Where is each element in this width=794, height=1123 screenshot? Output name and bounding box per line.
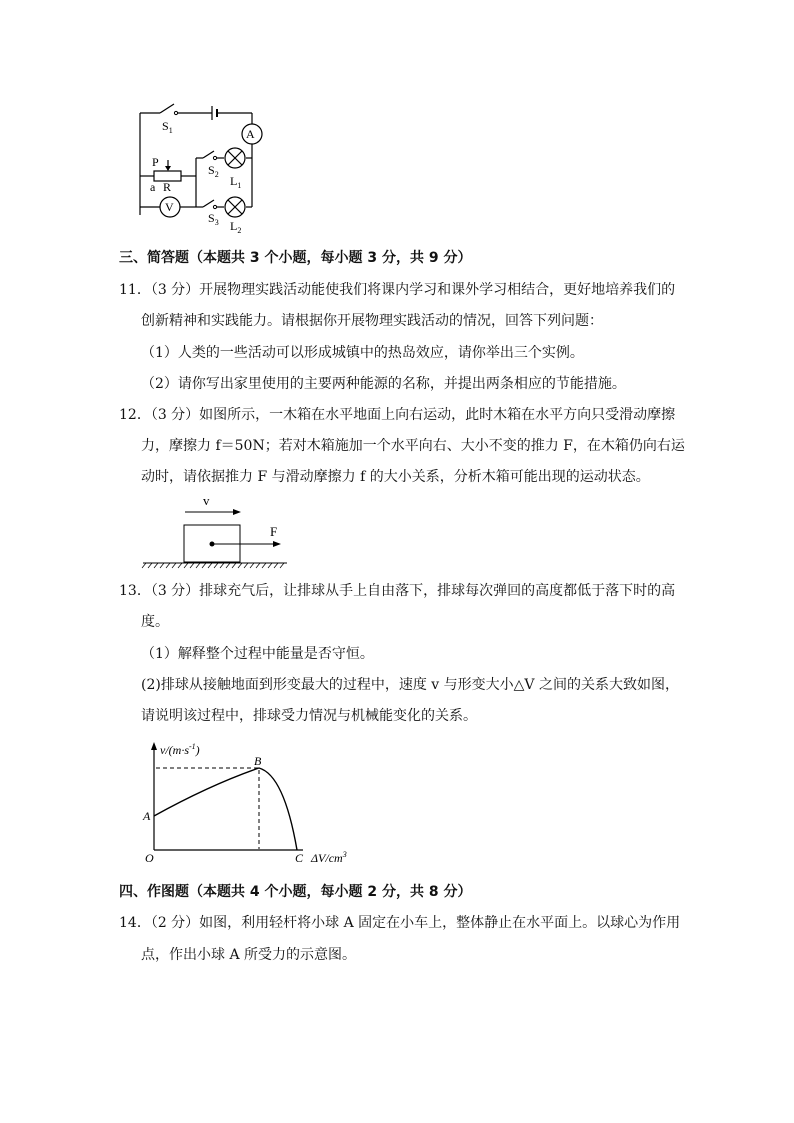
rheostat-r-label: R (163, 180, 172, 194)
q13-line2: 度。 (141, 614, 169, 630)
q13-line1: 13．（3 分）排球充气后，让排球从手上自由落下，排球每次弹回的高度都低于落下时的高 (119, 583, 676, 599)
end-a-label: a (150, 180, 156, 194)
x-axis-label: $\Delta V/cm^3$ (311, 850, 347, 865)
q13-part3: 请说明该过程中，排球受力情况与机械能变化的关系。 (141, 708, 477, 724)
q14-line1: 14．（2 分）如图，利用轻杆将小球 A 固定在小车上，整体静止在水平面上。以球心为作用 (119, 915, 681, 931)
slider-p-label: P (152, 155, 159, 169)
velocity-deformation-graph (138, 733, 368, 868)
box-force-figure (140, 490, 290, 570)
q14-line2: 点，作出小球 A 所受力的示意图。 (141, 947, 357, 963)
q13-part1: （1）解释整个过程中能量是否守恒。 (141, 646, 374, 662)
switch-s1-label: $S_1$ (162, 119, 173, 135)
q12-line2: 力，摩擦力 f＝50N；若对木箱施加一个水平向右、大小不变的推力 F，在木箱仍向右运 (141, 438, 685, 454)
ammeter-label: A (246, 127, 255, 141)
switch-s2-label: $S_2$ (208, 163, 219, 179)
point-c-label: C (295, 851, 304, 865)
q11-line1: 11．（3 分）开展物理实践活动能使我们将课内学习和课外学习相结合，更好地培养我们的 (119, 282, 676, 298)
force-label: F (270, 524, 278, 539)
q12-line3: 动时，请依据推力 F 与滑动摩擦力 f 的大小关系，分析木箱可能出现的运动状态。 (141, 469, 650, 485)
point-b-label: B (254, 754, 262, 768)
section3-heading: 三、简答题（本题共 3 个小题，每小题 3 分，共 9 分） (119, 250, 472, 266)
circuit-diagram (130, 95, 270, 235)
velocity-label: v (203, 493, 210, 508)
origin-label: O (145, 851, 154, 865)
lamp-l2-label: $L_2$ (230, 219, 242, 235)
q13-part2: (2)排球从接触地面到形变最大的过程中，速度 v 与形变大小△V 之间的关系大致如图， (141, 677, 679, 693)
point-a-label: A (143, 809, 151, 823)
y-axis-label: $v/(m\cdot s^{-1})$ (160, 742, 200, 757)
lamp-l1-label: $L_1$ (230, 174, 242, 190)
q11-part1: （1）人类的一些活动可以形成城镇中的热岛效应，请你举出三个实例。 (141, 345, 584, 361)
switch-s3-label: $S_3$ (208, 211, 219, 227)
section4-heading: 四、作图题（本题共 4 个小题，每小题 2 分，共 8 分） (119, 884, 472, 900)
q12-line1: 12．（3 分）如图所示，一木箱在水平地面上向右运动，此时木箱在水平方向只受滑动摩擦 (119, 407, 676, 423)
q11-part2: （2）请你写出家里使用的主要两种能源的名称，并提出两条相应的节能措施。 (141, 376, 626, 392)
q11-line2: 创新精神和实践能力。请根据你开展物理实践活动的情况，回答下列问题： (141, 313, 603, 329)
voltmeter-label: V (165, 200, 174, 214)
